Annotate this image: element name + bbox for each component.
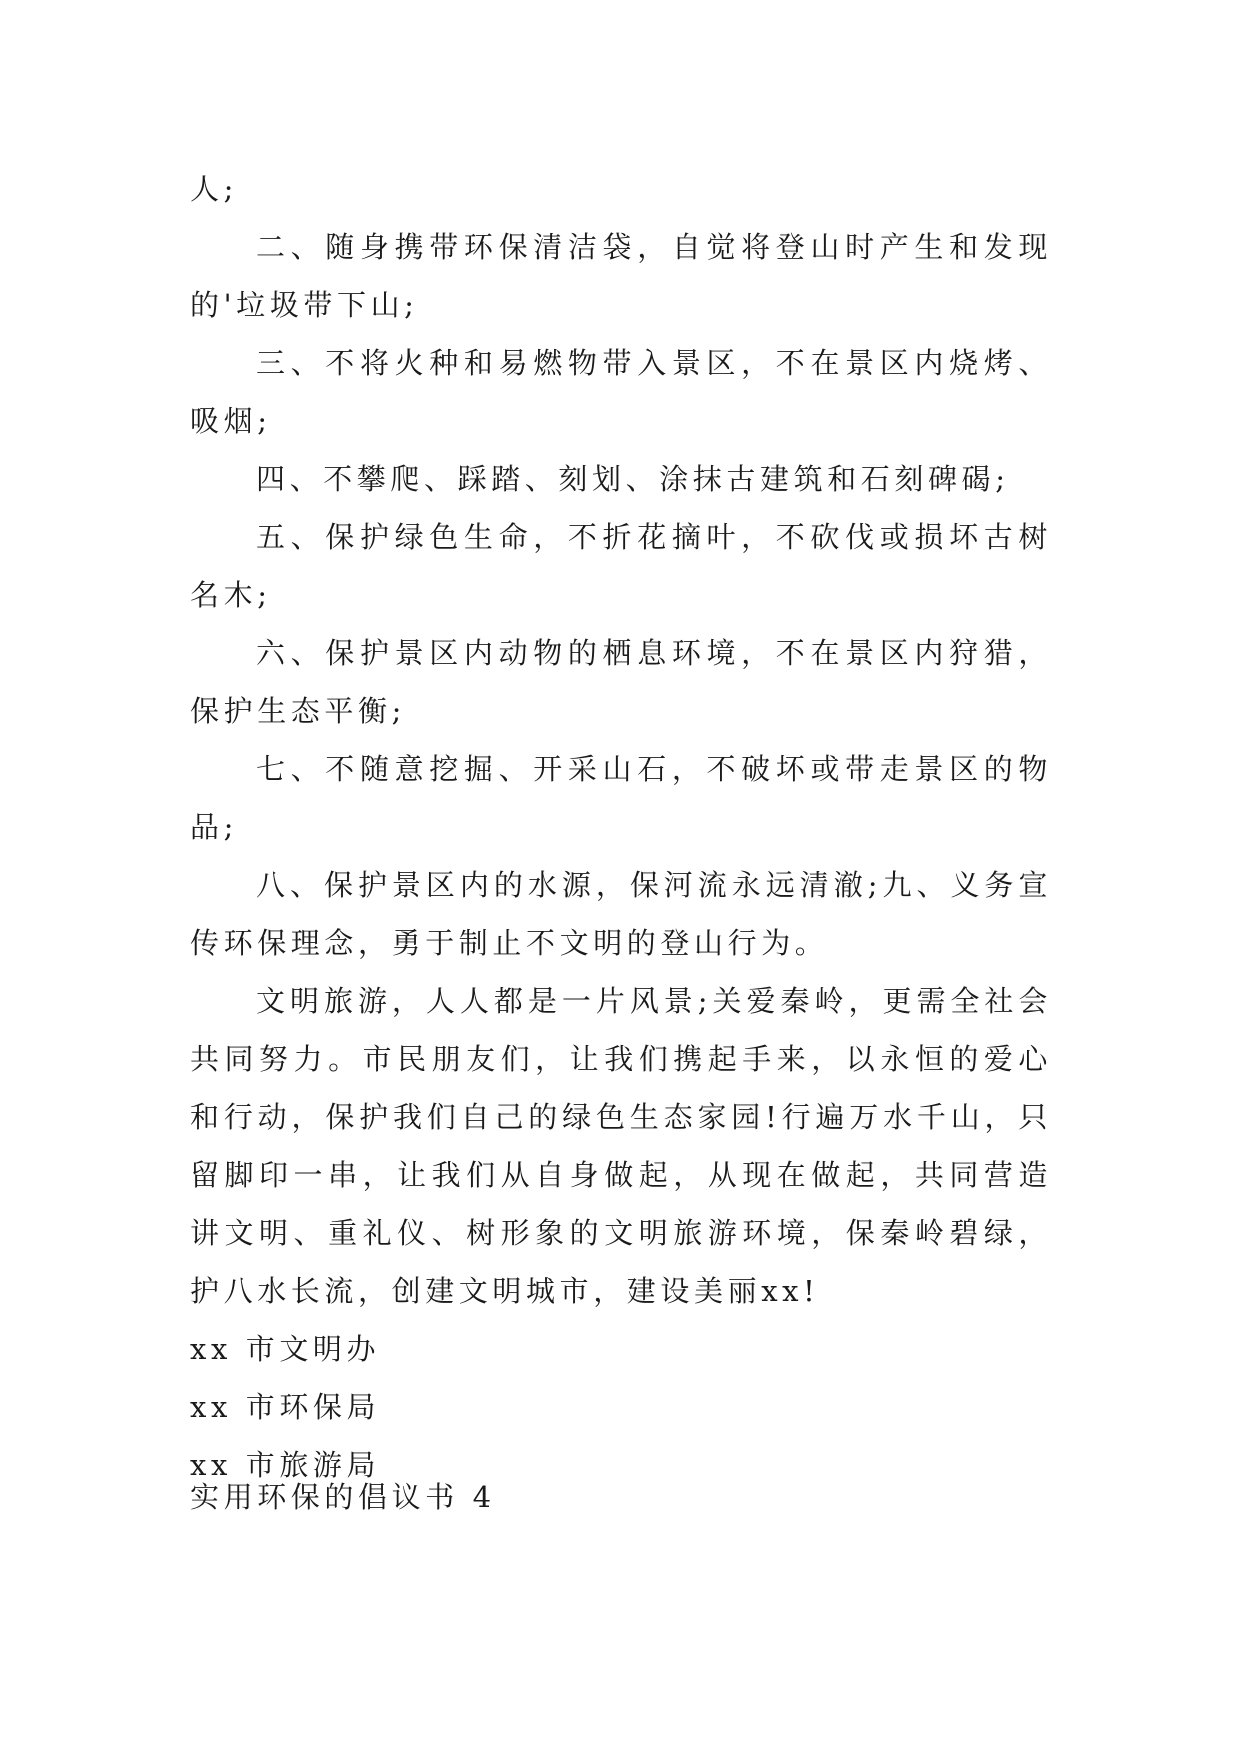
paragraph-item-3: 三、不将火种和易燃物带入景区，不在景区内烧烤、吸烟; — [190, 346, 1052, 438]
paragraph-item-7: 七、不随意挖掘、开采山石，不破坏或带走景区的物品; — [190, 752, 1052, 844]
paragraph-item-8-9: 八、保护景区内的水源，保河流永远清澈;九、义务宣传环保理念，勇于制止不文明的登山行为。 — [190, 868, 1052, 960]
paragraph-item-6: 六、保护景区内动物的栖息环境，不在景区内狩猎，保护生态平衡; — [190, 636, 1052, 728]
signature-tourism-bureau: xx 市旅游局 — [190, 1448, 381, 1482]
paragraph-item-4: 四、不攀爬、踩踏、刻划、涂抹古建筑和石刻碑碣; — [256, 462, 1010, 496]
document-body — [190, 160, 1052, 1494]
signature-civilization-office: xx 市文明办 — [190, 1332, 381, 1366]
signature-environment-bureau: xx 市环保局 — [190, 1390, 381, 1424]
paragraph-closing: 文明旅游，人人都是一片风景;关爱秦岭，更需全社会共同努力。市民朋友们，让我们携起手来，以永恒的爱心和行动，保护我们自己的绿色生态家园!行遍万水千山，只留脚印一串，让我们从自身做起，从现在做起，共同营造讲文明、重礼仪、树形象的文明旅游环境，保秦岭碧绿，护八水长流，创建文明城市，建设美丽xx! — [190, 984, 1052, 1308]
paragraph-item-5: 五、保护绿色生命，不折花摘叶，不砍伐或损坏古树名木; — [190, 520, 1052, 612]
next-section-title: 实用环保的倡议书 4 — [190, 1480, 496, 1514]
paragraph-continuation: 人; — [190, 172, 238, 206]
paragraph-item-2: 二、随身携带环保清洁袋，自觉将登山时产生和发现的'垃圾带下山; — [190, 230, 1052, 322]
